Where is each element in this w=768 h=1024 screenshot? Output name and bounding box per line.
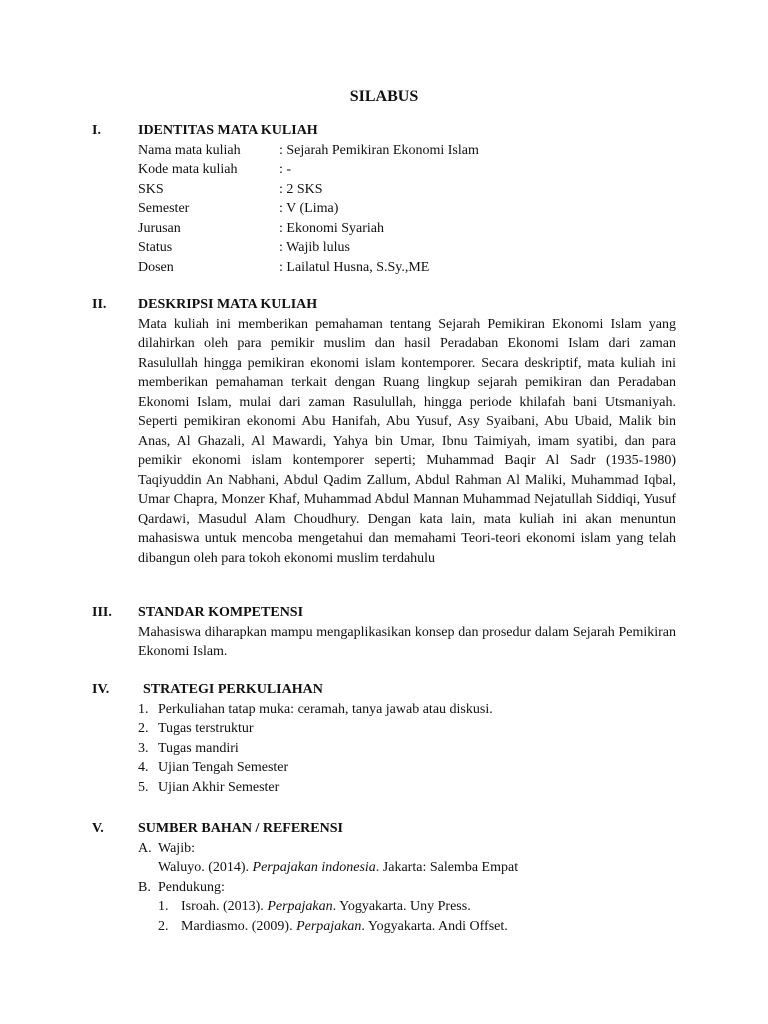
group-label: Pendukung: [158,879,225,895]
info-key: Kode mata kuliah [138,162,238,177]
ref-publisher: . Yogyakarta. Andi Offset. [361,918,508,934]
info-row [138,238,676,258]
info-key: Dosen [138,259,174,275]
section-heading: SUMBER BAHAN / REFERENSI [138,821,343,836]
list-item [138,758,676,778]
section-number: III. [92,605,112,620]
info-value: : Ekonomi Syariah [279,220,384,236]
list-item [138,700,676,720]
reference-entry [158,917,676,937]
reference-entry [158,897,676,917]
info-value: : Sejarah Pemikiran Ekonomi Islam [279,142,479,158]
section-strategi [92,680,676,797]
section-heading: STANDAR KOMPETENSI [138,605,304,620]
ref-number: 2. [158,918,169,934]
info-row [138,219,676,239]
list-text: Perkuliahan tatap muka: ceramah, tanya jawab atau diskusi. [158,701,493,717]
ref-number: 1. [158,899,169,914]
info-key: Jurusan [138,220,181,236]
ref-title: Perpajakan indonesia [252,860,376,875]
info-value: : 2 SKS [279,181,323,197]
info-key: Nama mata kuliah [138,142,241,158]
info-key: Status [138,240,173,255]
ref-publisher: . Yogyakarta. Uny Press. [332,899,471,914]
page-title: SILABUS [349,88,419,105]
section-identitas [92,121,676,277]
list-text: Tugas terstruktur [158,721,254,736]
list-text: Tugas mandiri [158,740,239,756]
list-text: Ujian Tengah Semester [158,760,289,775]
info-value: : Lailatul Husna, S.Sy.,ME [279,259,430,275]
info-row [138,258,676,278]
reference-entry [158,858,676,878]
description-paragraph: Mata kuliah ini memberikan pemahaman tentang Sejarah Pemikiran Ekonomi Islam yang dilahirkan oleh para pemikir muslim dan hasil Peradaban Ekonomi Islam dari zaman Rasulullah hingga pemikiran ekonomi islam kontemporer. Secara deskriptif, mata kuliah ini memberikan pemahaman terkait dengan Ruang lingkup sejarah pemikiran dan Peradaban Ekonomi Islam, mulai dari zaman Rasulullah, hingga periode khilafah bani Utsmaniyah. Seperti pemikiran ekonomi Abu Hanifah, Abu Yusuf, Asy Syaibani, Abu Ubaid, Malik bin Anas, Al Ghazali, Al Mawardi, Yahya bin Umar, Ibnu Taimiyah, imam syatibi, dan para pemikir ekonomi islam kontemporer seperti; Muhammad Baqir Al Sadr (1935-1980) Taqiyuddin An Nabhani, Abdul Qadim Zallum, Abdul Rahman Al Maliki, Muhammad Iqbal, Umar Chapra, Monzer Khaf, Muhammad Abdul Mannan Muhammad Nejatullah Siddiqi, Yusuf Qardawi, Masudul Alam Choudhury. Dengan kata lain, mata kuliah ini akan menuntun mahasiswa untuk mencoba mengetahui dan memahami Teori-teori ekonomi islam yang telah dibangun oleh para tokoh ekonomi muslim terdahulu [138,316,676,566]
section-heading: STRATEGI PERKULIAHAN [143,682,323,697]
competence-paragraph: Mahasiswa diharapkan mampu mengaplikasikan konsep dan prosedur dalam Sejarah Pemikiran Ekonomi Islam. [138,624,676,659]
section-number: V. [92,821,104,836]
ref-author: Waluyo. (2014). [158,860,253,875]
section-referensi [92,819,676,936]
info-value: : Wajib lulus [279,240,350,255]
group-letter: A. [138,840,152,856]
info-row [138,199,676,219]
section-heading: DESKRIPSI MATA KULIAH [138,297,318,312]
section-number: II. [92,297,107,312]
list-item [138,719,676,739]
list-item [138,739,676,759]
section-heading: IDENTITAS MATA KULIAH [138,123,318,138]
info-value: : - [279,162,292,177]
list-number: 1. [138,701,149,717]
ref-author: Mardiasmo. (2009). [181,918,297,934]
section-number: I. [92,123,101,138]
group-letter: B. [138,879,151,895]
list-number: 5. [138,779,149,795]
ref-title: Perpajakan [267,899,333,914]
reference-group-wajib [138,839,676,859]
reference-group-pendukung [138,878,676,898]
list-number: 4. [138,760,149,775]
list-item [138,778,676,798]
list-number: 3. [138,740,149,756]
section-standar [92,603,676,662]
info-row [138,180,676,200]
info-value: : V (Lima) [279,201,339,216]
list-text: Ujian Akhir Semester [158,779,280,795]
info-key: Semester [138,201,190,216]
ref-publisher: . Jakarta: Salemba Empat [375,860,519,875]
info-row [138,141,676,161]
group-label: Wajib: [158,840,195,856]
ref-title: Perpajakan [296,918,362,934]
info-row [138,160,676,180]
section-deskripsi [92,295,676,568]
ref-author: Isroah. (2013). [181,899,268,914]
list-number: 2. [138,721,149,736]
section-number: IV. [92,682,110,697]
info-key: SKS [138,181,164,197]
